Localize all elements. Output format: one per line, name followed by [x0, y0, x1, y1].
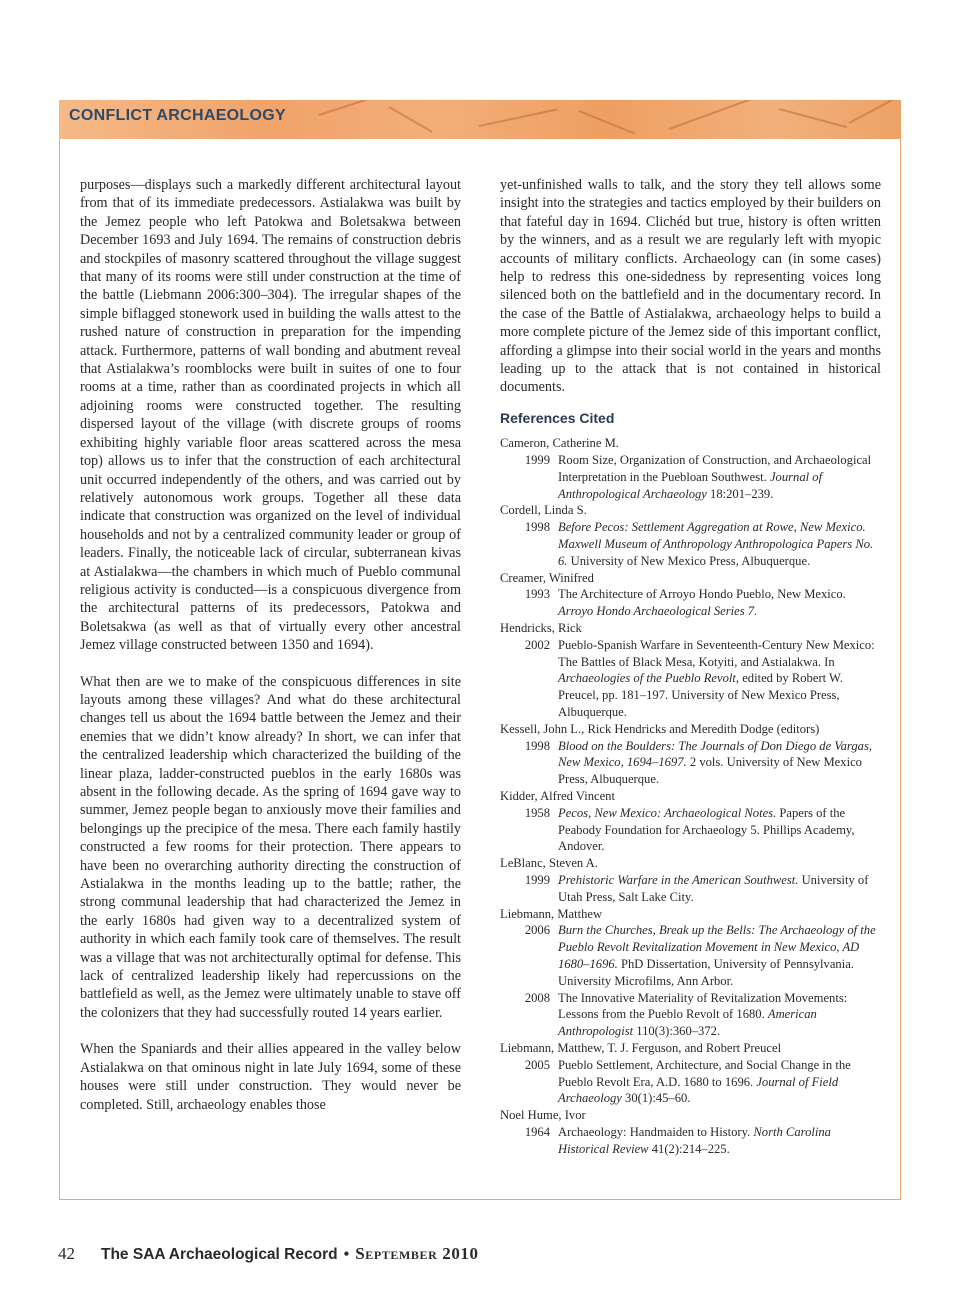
reference-author: Liebmann, Matthew, T. J. Ferguson, and Robert Preucel — [500, 1040, 782, 1055]
reference-text — [558, 872, 881, 906]
page-number: 42 — [58, 1244, 75, 1263]
reference-text-part: Papers of the Peabody Foundation for Archaeology 5. Phillips Academy, Andover. — [558, 805, 855, 854]
reference-year: 2006 — [524, 923, 550, 938]
reference-text — [558, 738, 881, 788]
left-column — [80, 176, 461, 1132]
reference-text — [558, 805, 881, 855]
reference-text-part: , edited by Robert W. Preucel, pp. 181–197. University of New Mexico Press, Albuquerque. — [558, 671, 843, 720]
reference-year: 1998 — [524, 738, 550, 753]
references-heading: References Cited — [500, 409, 615, 426]
reference-text-part: 2 vols. University of New Mexico Press, Albuquerque. — [558, 755, 862, 787]
reference-year: 1958 — [524, 805, 550, 820]
reference-author: Kessell, John L., Rick Hendricks and Meredith Dodge (editors) — [500, 721, 820, 736]
page-footer — [58, 1244, 479, 1264]
reference-entry — [500, 738, 881, 788]
reference-author: Creamer, Winifred — [500, 570, 594, 585]
body-paragraph: yet-unfinished walls to talk, and the story they tell allows some insight into the strategies and tactics employed by their builders on that fateful day in 1694. Clichéd but true, history is often written by the winners, and as a result we are regularly left with myopic accounts of military conflicts. Archaeology can (in some cases) help to redress this one-sidedness by representing voices long silenced both on the battlefield and in the documentary record. In the case of the Battle of Astialakwa, archaeology helps to build a more complete picture of the Jemez side of this important conflict, affording a glimpse into their social world in the years and months leading up to the attack that is not contained in historical documents. — [500, 177, 881, 396]
reference-italic-title: Archaeologies of the Pueblo Revolt — [558, 671, 736, 686]
reference-italic-title: North Carolina Historical Review — [558, 1124, 831, 1156]
section-title: CONFLICT ARCHAEOLOGY — [69, 107, 286, 124]
reference-text-part: PhD Dissertation, University of Pennsylvania. University Microfilms, Ann Arbor. — [558, 956, 854, 988]
reference-year: 2002 — [524, 637, 550, 652]
body-paragraph: What then are we to make of the conspicuous differences in site layouts among these villages? And what do these architectural changes tell us about the 1694 battle between the Jemez and their enemies that we didn’t know already? In short, we can infer that the centralized leadership which characterized the building of the linear plaza, ladder-constructed pueblos in the early 1680s was absent in the following decade. As the spring of 1694 gave way to summer, Jemez people began to anxiously move their families and belongings up the precipice of the mesa. There each family hastily constructed a few rooms for their protection. There appears to have been no overarching authority directing the construction of Astialakwa in the months leading up to the battle; rather, the strong communal leadership that had characterized the Jemez in the early 1680s had given way to a decentralized system of authority in which each family took care of themselves. The result was a village that was not architecturally optimal for defense. This lack of centralized leadership likely had repercussions on the battlefield as well, as the Jemez were ultimately unable to stave off the colonizers that they had successfully routed 14 years earlier. — [80, 673, 461, 1021]
reference-text — [558, 452, 881, 502]
reference-entry — [500, 990, 881, 1040]
reference-author: Liebmann, Matthew — [500, 906, 603, 921]
right-column — [500, 176, 881, 1158]
reference-text-part: Pueblo-Spanish Warfare in Seventeenth-Century New Mexico: The Battles of Black Mesa, Kotyiti, and Astialakwa. In — [558, 637, 875, 669]
reference-text-part: 18:201–239. — [706, 486, 774, 501]
reference-entry — [500, 1124, 881, 1158]
footer-separator: • — [343, 1246, 350, 1263]
reference-text-part: 30(1):45–60. — [621, 1091, 691, 1106]
references-list — [500, 435, 881, 1157]
reference-text-part: 41(2):214–225. — [648, 1141, 730, 1156]
section-banner — [59, 100, 901, 139]
reference-italic-title: Journal of Field Archaeology — [558, 1074, 839, 1106]
reference-author: Noel Hume, Ivor — [500, 1108, 586, 1123]
reference-entry — [500, 1057, 881, 1107]
reference-text-part: The Innovative Materiality of Revitalization Movements: Lessons from the Pueblo Revolt of 1680. — [558, 990, 848, 1022]
reference-author: Cordell, Linda S. — [500, 503, 587, 518]
reference-text — [558, 637, 881, 721]
reference-author: Hendricks, Rick — [500, 621, 582, 636]
reference-text-part: Pueblo Settlement, Architecture, and Social Change in the Pueblo Revolt Era, A.D. 1680 to 1696. — [558, 1057, 851, 1089]
reference-text — [558, 922, 881, 989]
reference-entry — [500, 872, 881, 906]
reference-text — [558, 990, 881, 1040]
reference-text — [558, 1124, 881, 1158]
reference-italic-title: Before Pecos: Settlement Aggregation at Rowe, New Mexico. Maxwell Museum of Anthropology Anthropologica Papers No. 6. — [558, 520, 874, 568]
reference-text-part: 110(3):360–372. — [633, 1024, 721, 1039]
reference-author: Cameron, Catherine M. — [500, 436, 619, 451]
reference-italic-title: Journal of Anthropological Archaeology — [558, 469, 823, 501]
reference-year: 2005 — [524, 1057, 550, 1072]
reference-text — [558, 586, 881, 620]
reference-italic-title: Pecos, New Mexico: Archaeological Notes. — [558, 805, 777, 820]
reference-italic-title: American Anthropologist — [558, 1007, 817, 1039]
reference-year: 2008 — [524, 990, 550, 1005]
reference-author: Kidder, Alfred Vincent — [500, 789, 615, 804]
reference-italic-title: Arroyo Hondo Archaeological Series 7. — [558, 604, 758, 619]
reference-entry — [500, 805, 881, 855]
reference-text-part: The Architecture of Arroyo Hondo Pueblo, New Mexico. — [558, 587, 846, 602]
reference-year: 1999 — [524, 453, 550, 468]
reference-text-part: Archaeology: Handmaiden to History. — [558, 1124, 754, 1139]
reference-entry — [500, 586, 881, 620]
reference-year: 1999 — [524, 873, 550, 887]
reference-entry — [500, 922, 881, 989]
reference-year: 1993 — [524, 587, 550, 602]
reference-italic-title: Burn the Churches, Break up the Bells: The Archaeology of the Pueblo Revolt Revitalization Movement in New Mexico, AD 1680–1696. — [558, 923, 876, 971]
reference-text-part: University of New Mexico Press, Albuquerque. — [567, 553, 811, 568]
reference-entry — [500, 519, 881, 569]
reference-italic-title: Prehistoric Warfare in the American Southwest. — [558, 873, 799, 887]
body-paragraph: purposes—displays such a markedly different architectural layout from that of its immediate predecessors. Astialakwa was built by the Jemez people who left Patokwa and Boletsakwa between December 1693 and July 1694. The remains of construction debris and stockpiles of masonry scattered throughout the village suggest that many of its rooms were still under construction at the time of the battle (Liebmann 2006:300–304). The irregular shapes of the simple biflagged stonework used in building the walls attest to the rushed nature of construction in preparation for the impending attack. Furthermore, patterns of wall bonding and abutment reveal that Astialakwa’s roomblocks were built in suites of one to four rooms at a time, rather than as coordinated projects in which all adjoining rooms were constructed together. The resulting dispersed layout of the village (with discrete groups of rooms exhibiting highly variable floor areas scattered across the mesa top) allows us to infer that the construction of each architectural unit occurred independently of the others, and was carried out by relatively autonomous work groups. Together all these data indicate that construction was organized on the level of individual households and not by a centralized community leader or group of leaders. Finally, the noticeable lack of circular, subterranean kivas at Astialakwa—the chambers in which much of Pueblo communal religious activity is conducted—is a conspicuous divergence from the architectural patterns of its predecessors, Patokwa and Boletsakwa (as well as that of virtually every other ancestral Jemez village constructed between 1350 and 1694). — [80, 177, 461, 654]
reference-year: 1964 — [524, 1124, 550, 1139]
body-paragraph: When the Spaniards and their allies appeared in the valley below Astialakwa on that ominous night in late July 1694, some of these houses were still under construction. They would never be completed. Still, archaeology enables those — [80, 1041, 461, 1113]
reference-text — [558, 519, 881, 569]
reference-text-part: Room Size, Organization of Construction, and Archaeological Interpretation in the Puebloan Southwest. — [558, 453, 872, 484]
issue-date: September 2010 — [355, 1244, 479, 1263]
reference-year: 1998 — [524, 520, 550, 535]
reference-entry — [500, 637, 881, 721]
reference-entry — [500, 452, 881, 502]
publication-title: The SAA Archaeological Record — [101, 1246, 338, 1263]
reference-author: LeBlanc, Steven A. — [500, 856, 598, 871]
reference-text-part: University of Utah Press, Salt Lake City. — [558, 873, 869, 904]
reference-italic-title: Blood on the Boulders: The Journals of Don Diego de Vargas, New Mexico, 1694–1697. — [558, 738, 873, 770]
reference-text — [558, 1057, 881, 1107]
